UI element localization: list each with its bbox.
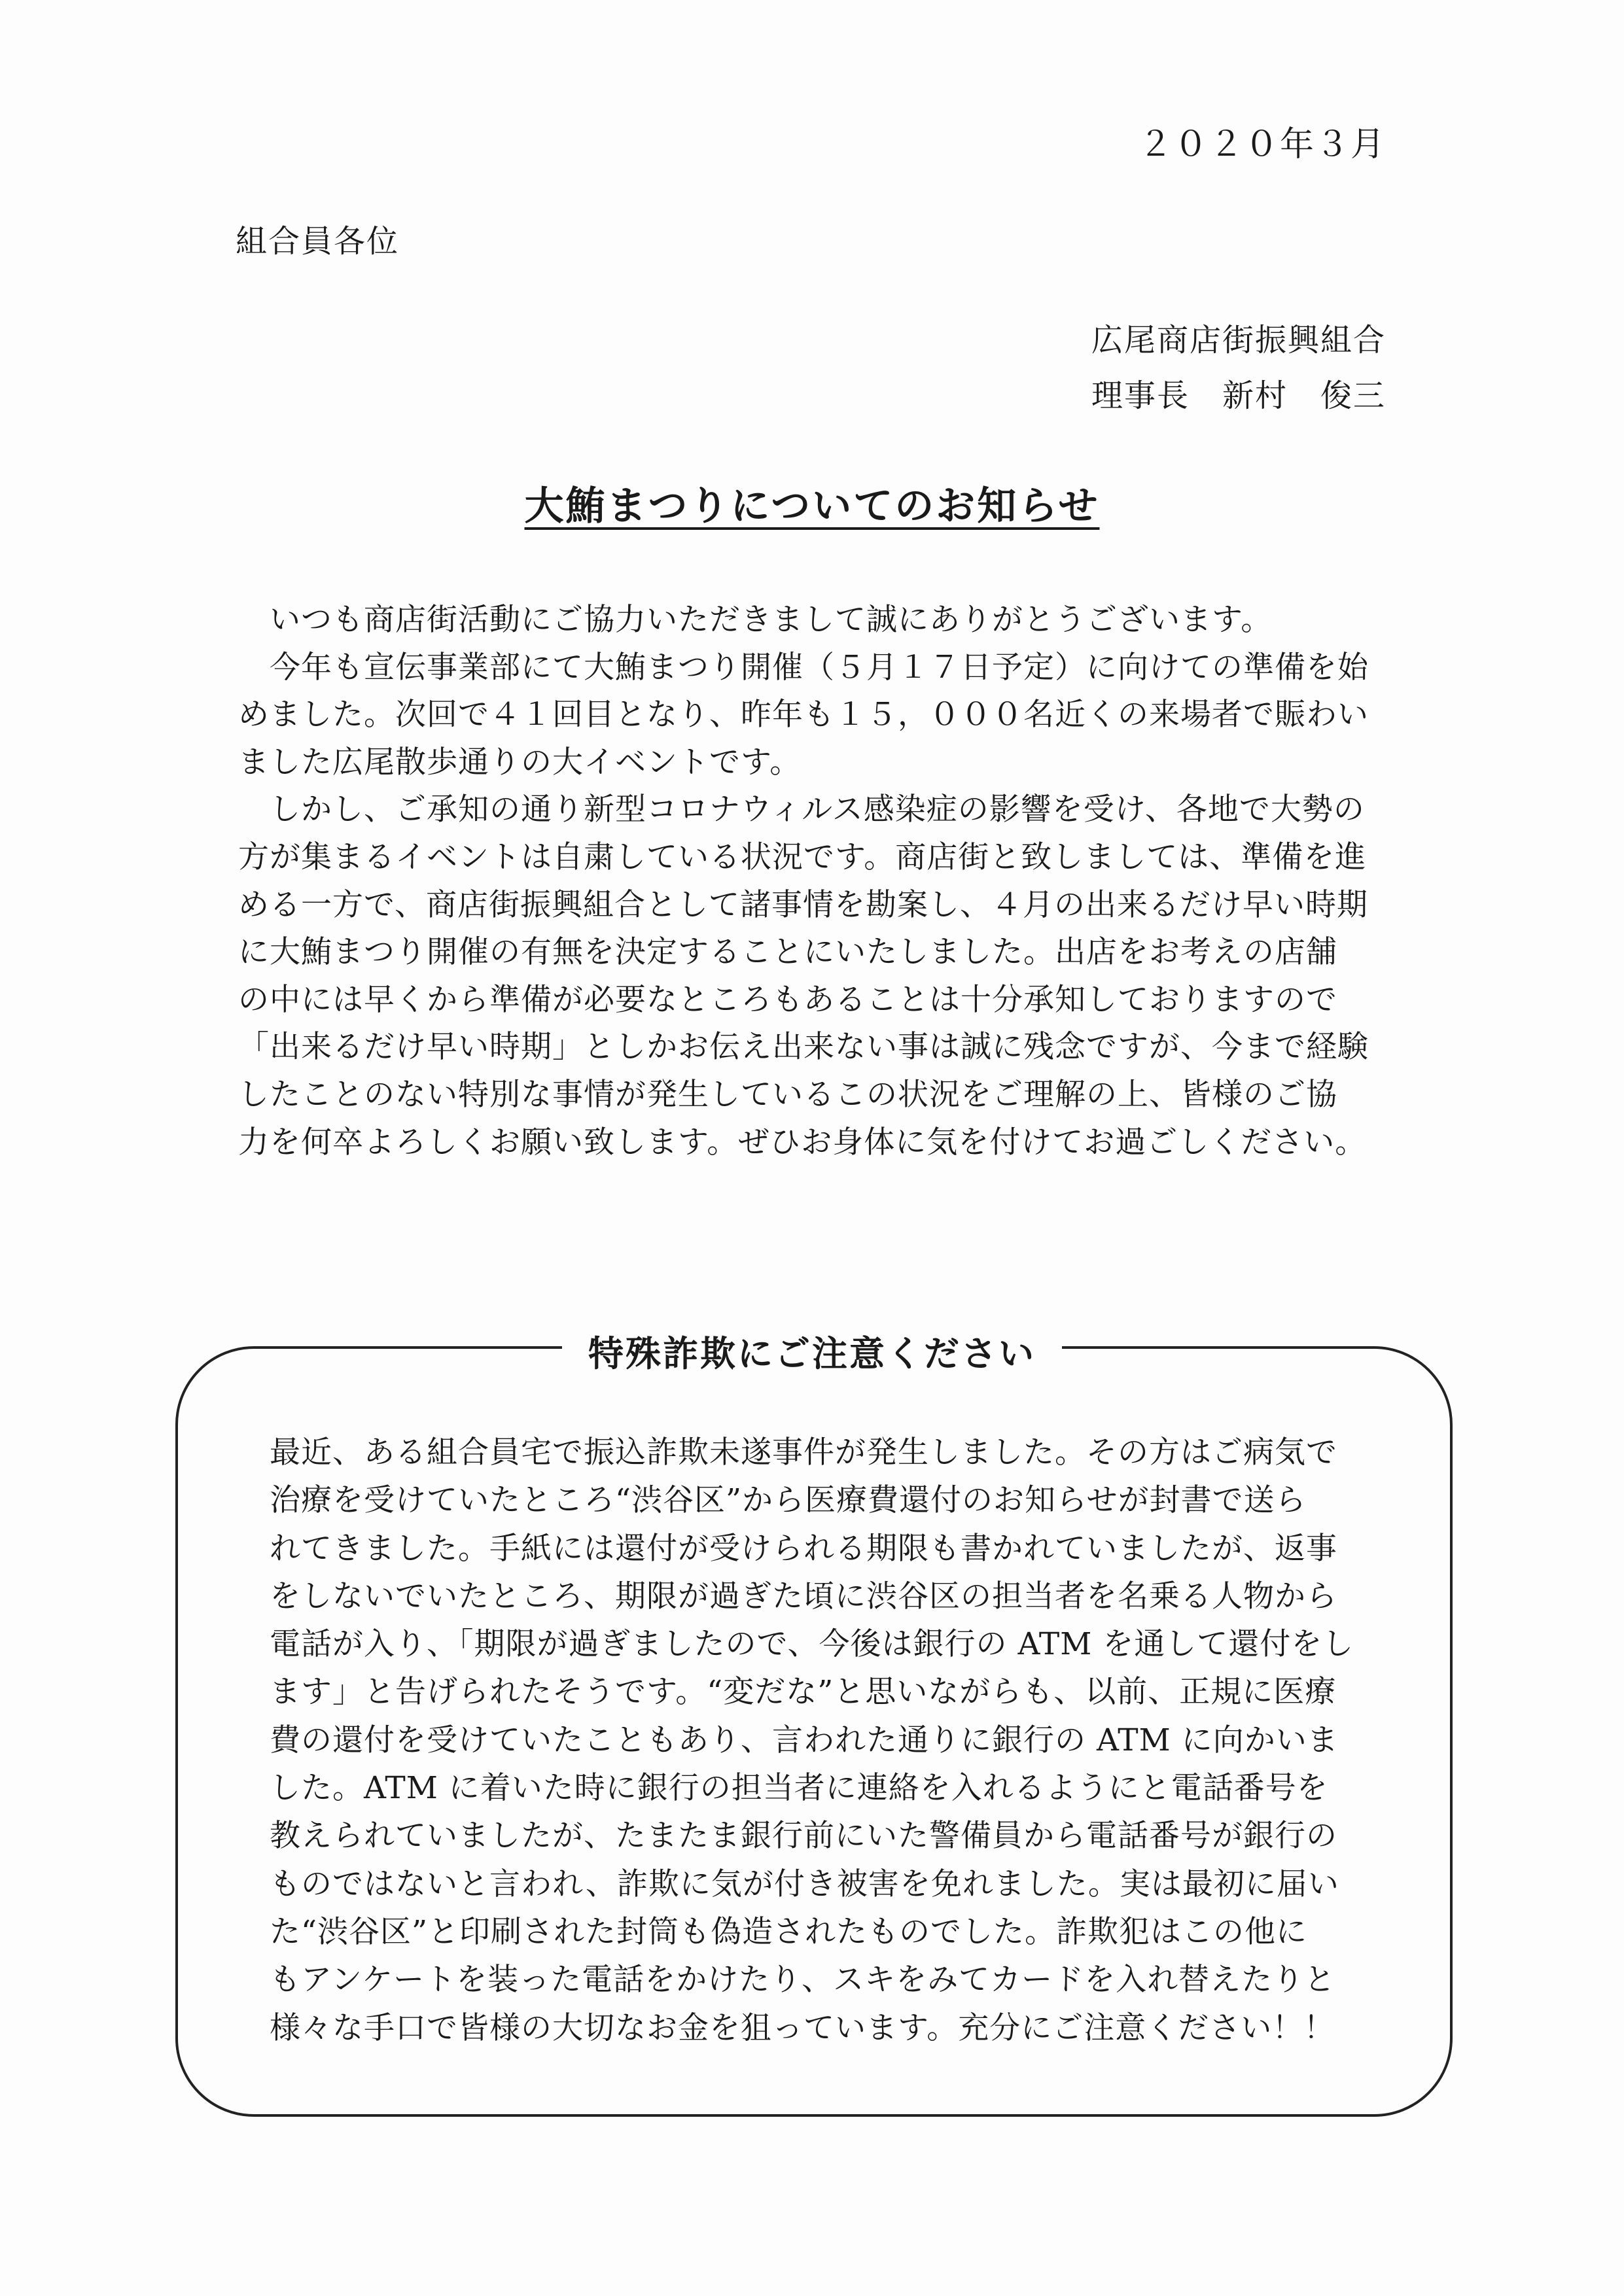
- body-line: 力を何卒よろしくお願い致します。ぜひお身体に気を付けてお過ごしください。: [238, 1124, 1367, 1160]
- fraud-notice-title-text: 特殊詐欺にご注意ください: [562, 1332, 1062, 1374]
- fraud-notice-title: [0, 1326, 1624, 1376]
- notice-line: 最近、ある組合員宅で振込詐欺未遂事件が発生しました。その方はご病気で: [270, 1435, 1337, 1470]
- body-line: したことのない特別な事情が発生しているこの状況をご理解の上、皆様のご協: [238, 1076, 1337, 1113]
- document-date: ２０２０年３月: [1139, 125, 1386, 164]
- body-line: ました広尾散歩通りの大イベントです。: [238, 744, 802, 780]
- notice-line: 様々な手口で皆様の大切なお金を狙っています。充分にご注意ください！！: [270, 2009, 1335, 2046]
- document-title-text: 大鮪まつりについてのお知らせ: [524, 483, 1100, 529]
- body-line: しかし、ご承知の通り新型コロナウィルス感染症の影響を受け、各地で大勢の: [238, 791, 1365, 828]
- body-line: める一方で、商店街振興組合として諸事情を勘案し、４月の出来るだけ早い時期: [238, 886, 1369, 923]
- body-line: めました。次回で４１回目となり、昨年も１５，０００名近くの来場者で賑わい: [238, 697, 1369, 733]
- notice-line: 教えられていましたが、たまたま銀行前にいた警備員から電話番号が銀行の: [270, 1818, 1337, 1854]
- notice-line: した。ATM に着いた時に銀行の担当者に連絡を入れるようにと電話番号を: [270, 1770, 1328, 1807]
- notice-line: れてきました。手紙には還付が受けられる期限も書かれていましたが、返事: [270, 1530, 1337, 1567]
- sender-name: 理事長 新村 俊三: [1091, 377, 1386, 414]
- body-line: 方が集まるイベントは自粛している状況です。商店街と致しましては、準備を進: [238, 839, 1367, 875]
- announcement-body: [238, 597, 1403, 1166]
- document-title: [0, 475, 1624, 531]
- notice-line: 費の還付を受けていたこともあり、言われた通りに銀行の ATM に向かいま: [270, 1722, 1339, 1758]
- notice-line: もアンケートを装った電話をかけたり、スキをみてカードを入れ替えたりと: [270, 1962, 1336, 1998]
- body-line: 「出来るだけ早い時期」としかお伝え出来ない事は誠に残念ですが、今まで経験: [238, 1029, 1369, 1066]
- notice-line: ものではないと言われ、詐欺に気が付き被害を免れました。実は最初に届い: [270, 1866, 1339, 1902]
- body-line: 今年も宣伝事業部にて大鮪まつり開催（５月１７日予定）に向けての準備を始: [238, 649, 1369, 686]
- body-line: いつも商店街活動にご協力いただきまして誠にありがとうございます。: [238, 602, 1273, 638]
- notice-line: ます」と告げられたそうです。“変だな”と思いながらも、以前、正規に医療: [270, 1674, 1337, 1711]
- notice-line: 電話が入り、「期限が過ぎましたので、今後は銀行の ATM を通して還付をし: [270, 1626, 1354, 1663]
- body-line: の中には早くから準備が必要なところもあることは十分承知しておりますので: [238, 981, 1337, 1018]
- notice-line: 治療を受けていたところ“渋谷区”から医療費還付のお知らせが封書で送ら: [270, 1482, 1307, 1519]
- recipient: 組合員各位: [236, 223, 400, 260]
- fraud-notice-body: [270, 1429, 1382, 2052]
- body-line: に大鮪まつり開催の有無を決定することにいたしました。出店をお考えの店舗: [238, 934, 1337, 971]
- notice-line: た“渋谷区”と印刷された封筒も偽造されたものでした。詐欺犯はこの他に: [270, 1913, 1308, 1950]
- notice-line: をしないでいたところ、期限が過ぎた頃に渋谷区の担当者を名乗る人物から: [270, 1578, 1337, 1614]
- sender-block: [1091, 313, 1386, 424]
- sender-organization: 広尾商店街振興組合: [1091, 322, 1386, 358]
